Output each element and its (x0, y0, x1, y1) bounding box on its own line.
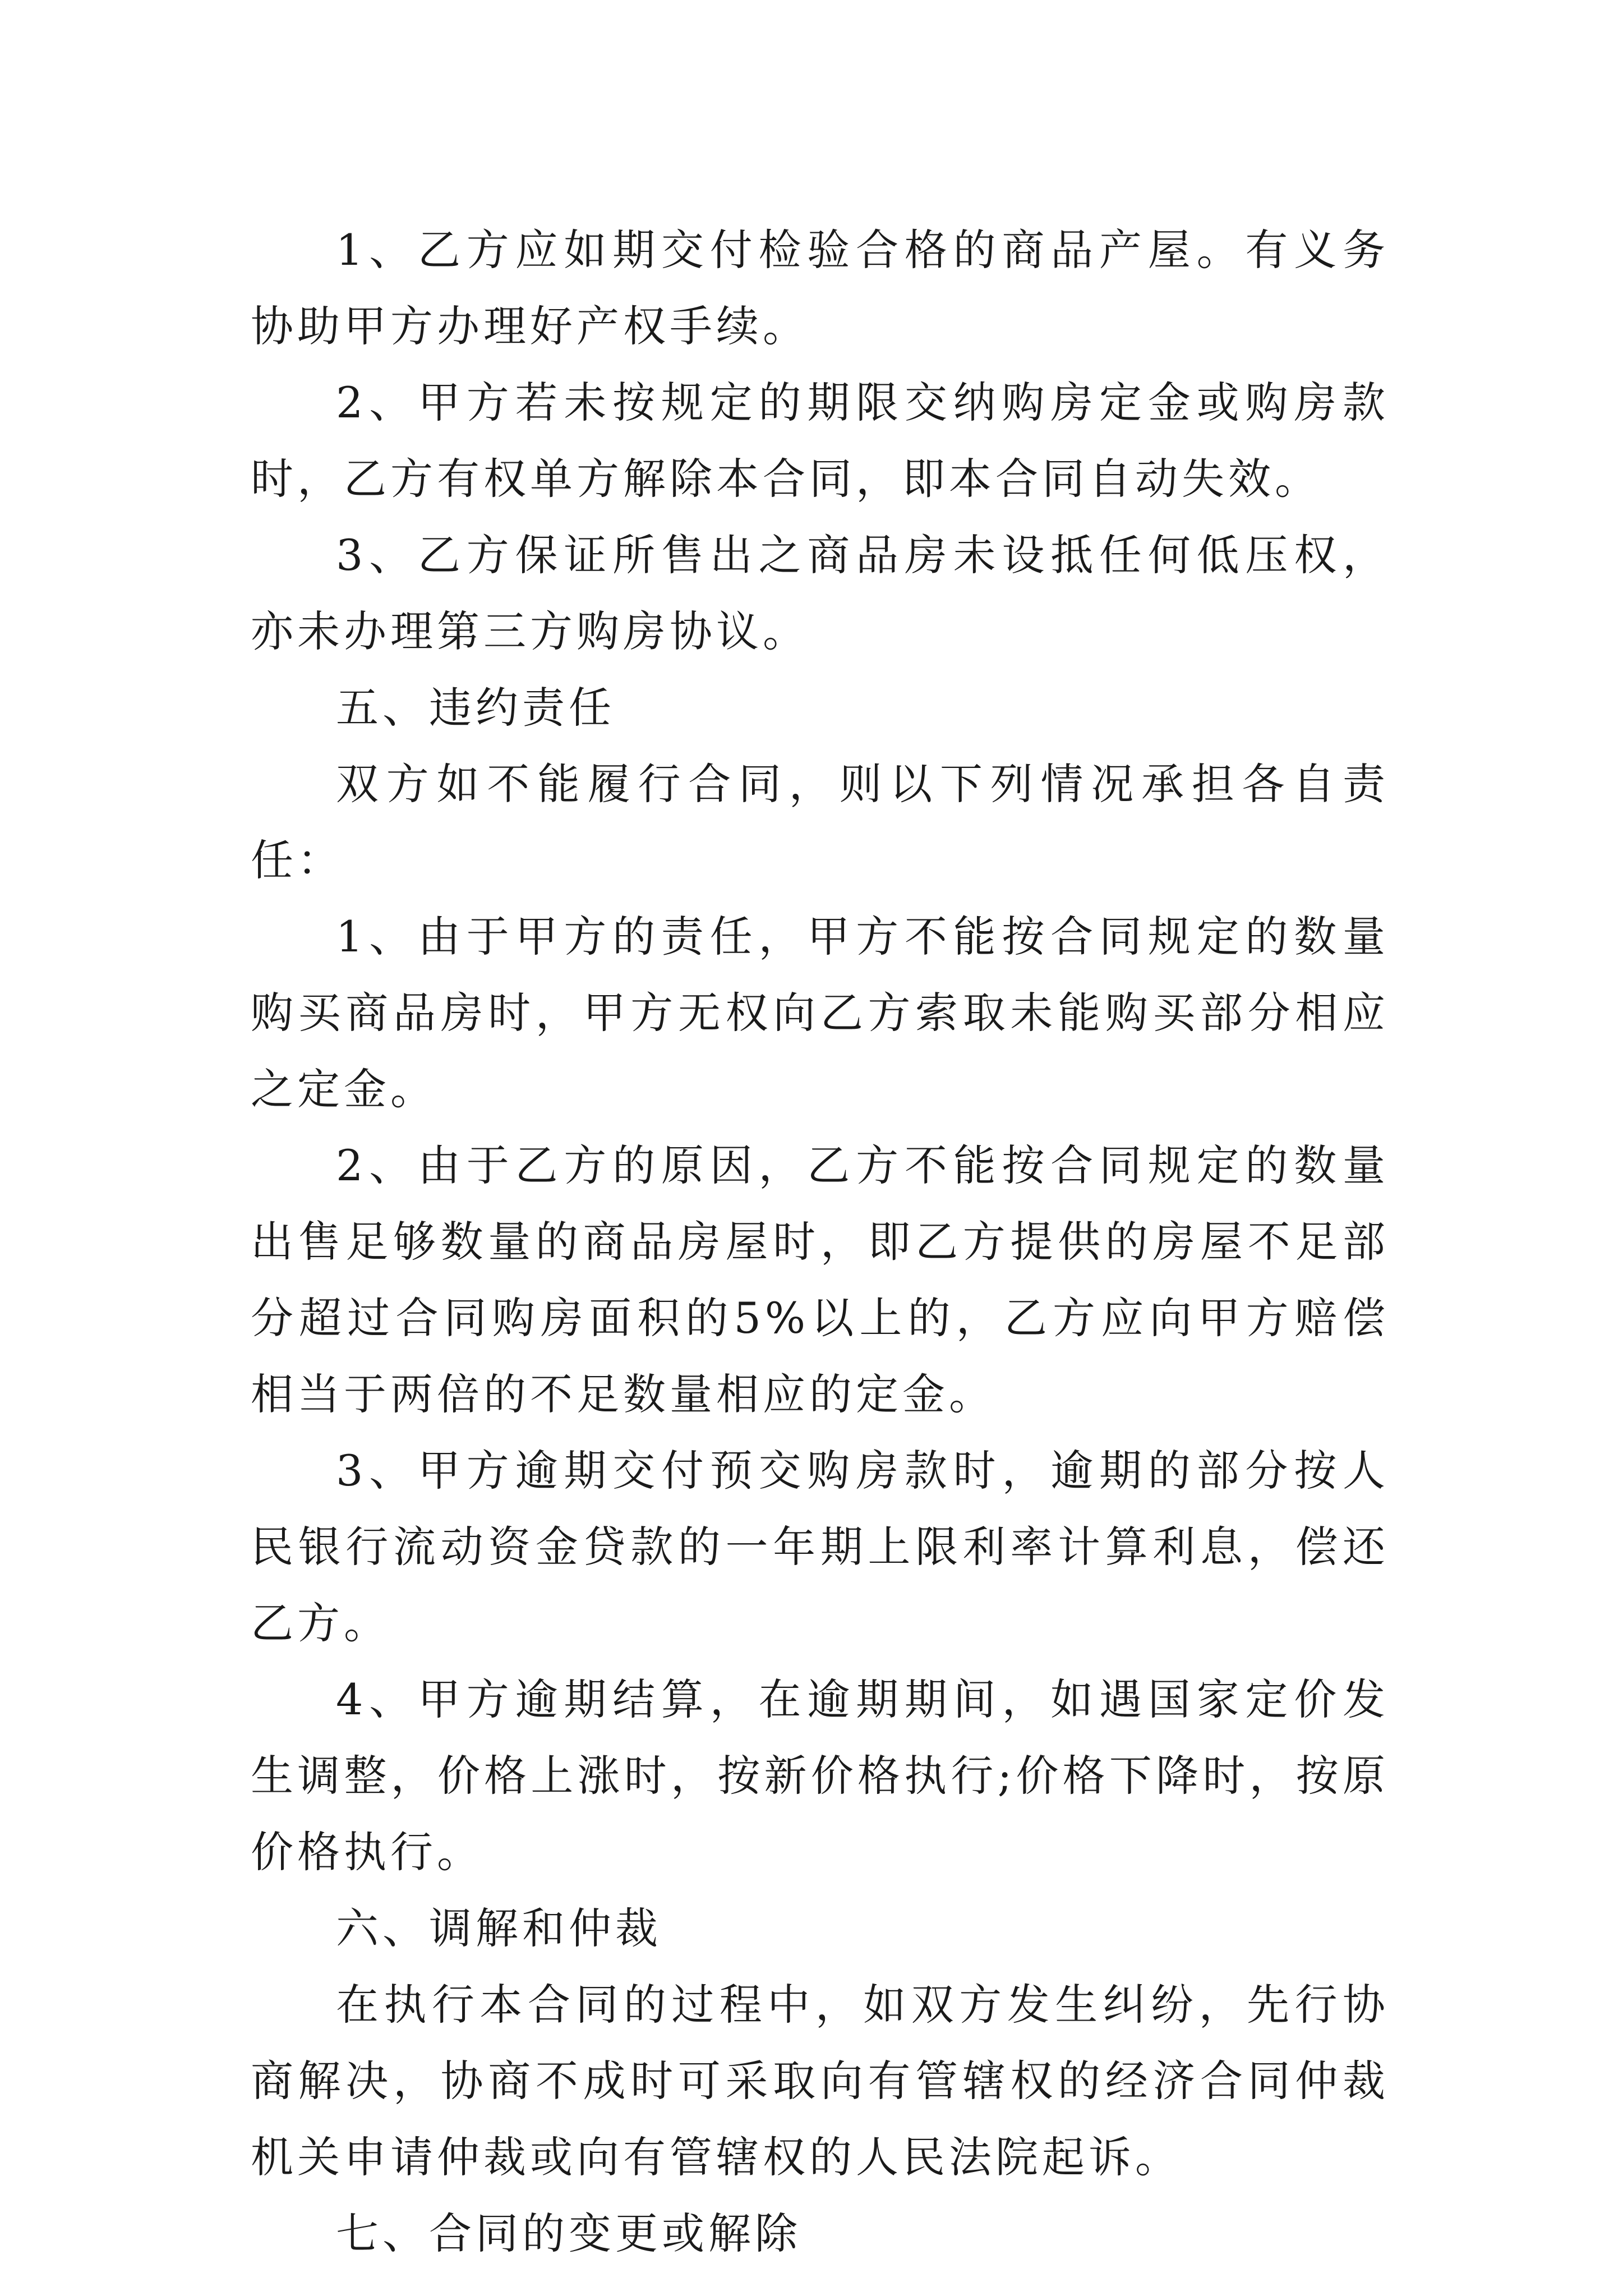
clause-paragraph: 双方如不能履行合同，则以下列情况承担各自责任： (251, 759, 1389, 885)
clause-paragraph: 2、甲方若未按规定的期限交纳购房定金或购房款时，乙方有权单方解除本合同，即本合同自动失效。 (251, 378, 1389, 504)
clause-paragraph: 4、甲方逾期结算，在逾期期间，如遇国家定价发生调整，价格上涨时，按新价格执行;价格下降时，按原价格执行。 (251, 1674, 1389, 1877)
clause-paragraph: 1、乙方应如期交付检验合格的商品产屋。有义务协助甲方办理好产权手续。 (251, 225, 1389, 351)
section-heading: 五、违约责任 (336, 683, 615, 733)
clause-paragraph: 在执行本合同的过程中，如双方发生纠纷，先行协商解决，协商不成时可采取向有管辖权的经济合同仲裁机关申请仲裁或向有管辖权的人民法院起诉。 (251, 1980, 1389, 2182)
document-body (251, 212, 1389, 2272)
clause-paragraph: 3、乙方保证所售出之商品房未设抵任何低压权，亦未办理第三方购房协议。 (251, 530, 1389, 656)
clause-paragraph: 2、由于乙方的原因，乙方不能按合同规定的数量出售足够数量的商品房屋时，即乙方提供的房屋不足部分超过合同购房面积的5%以上的，乙方应向甲方赔偿相当于两倍的不足数量相应的定金。 (251, 1140, 1389, 1419)
section-heading: 六、调解和仲裁 (336, 1903, 662, 1953)
section-heading: 七、合同的变更或解除 (336, 2208, 801, 2258)
clause-paragraph: 1、由于甲方的责任，甲方不能按合同规定的数量购买商品房时，甲方无权向乙方索取未能购买部分相应之定金。 (251, 912, 1389, 1114)
clause-paragraph: 3、甲方逾期交付预交购房款时，逾期的部分按人民银行流动资金贷款的一年期上限利率计算利息，偿还乙方。 (251, 1446, 1389, 1648)
